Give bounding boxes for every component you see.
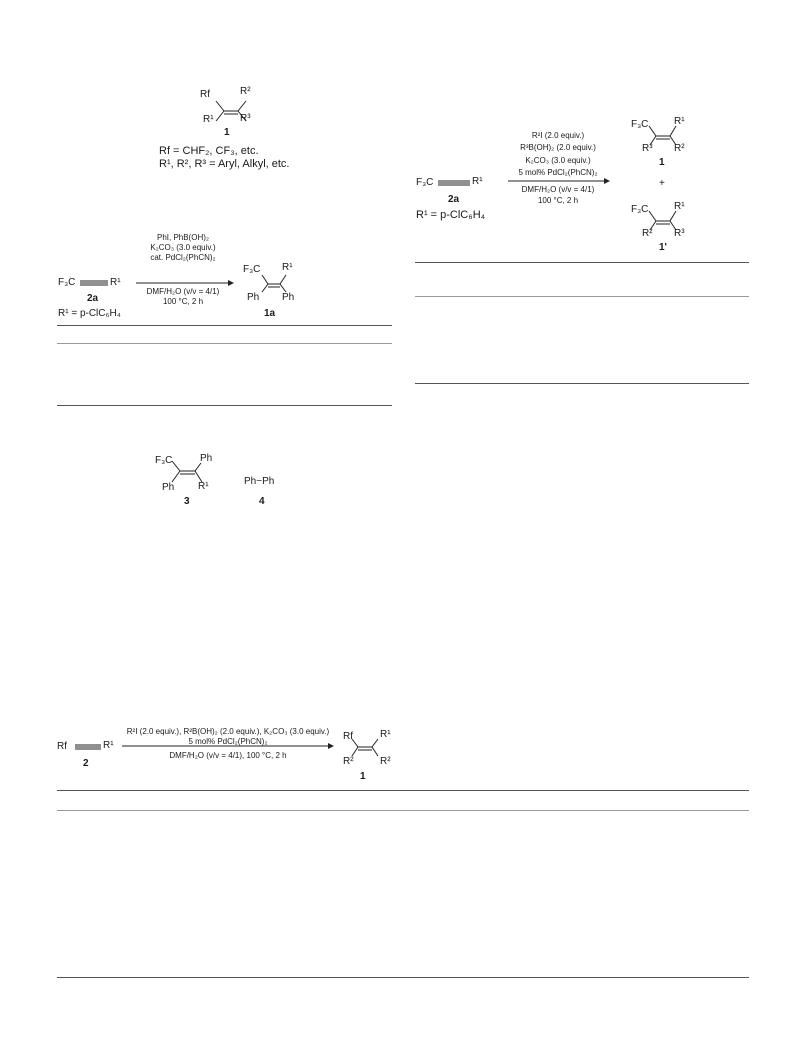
byproduct-3-ph-top: Ph — [200, 453, 213, 464]
product-1prime-r1: R¹ — [674, 201, 685, 212]
product-1prime-cf3: F₃C — [631, 204, 649, 215]
product-1prime-r2: R² — [642, 228, 653, 239]
products-plus: + — [659, 178, 665, 189]
scheme-1a-product-label: 1a — [264, 308, 276, 319]
table-bottom-bottom-rule — [57, 977, 749, 978]
scheme-right-reagent-2: R³B(OH)₂ (2.0 equiv.) — [520, 143, 596, 152]
scheme-right-reactant-r1: R¹ — [472, 176, 483, 187]
byproduct-3-ph-bottom: Ph — [162, 482, 175, 493]
scheme-right-condition-2: 100 °C, 2 h — [537, 196, 579, 205]
product-1-label: 1 — [659, 157, 665, 168]
structure-1-label: 1 — [224, 127, 230, 138]
scheme-bottom-reactant-r1: R¹ — [103, 740, 114, 751]
product-1prime-label: 1' — [659, 242, 667, 253]
scheme-1a-product-cf3: F₃C — [243, 264, 261, 275]
scheme-1a-r1-definition: R¹ = p-ClC₆H₄ — [58, 308, 121, 319]
scheme-right-reagent-1: R²I (2.0 equiv.) — [531, 131, 585, 140]
scheme-bottom-product-r2-right: R² — [380, 756, 391, 767]
product-1-r3: R³ — [642, 143, 653, 154]
structure-1-caption-rf: Rf = CHF₂, CF₃, etc. — [159, 145, 259, 157]
byproduct-3-label: 3 — [184, 496, 190, 507]
scheme-1a-reagent-1: PhI, PhB(OH)₂ — [156, 233, 209, 242]
scheme-1a-reactant-label: 2a — [87, 293, 99, 304]
byproduct-4-label: 4 — [259, 496, 265, 507]
scheme-right-reactant-label: 2a — [448, 194, 460, 205]
table-bottom-top-rule — [57, 790, 749, 791]
scheme-bottom-product-rf: Rf — [343, 731, 353, 742]
product-1-cf3: F₃C — [631, 119, 649, 130]
scheme-bottom-condition-1: DMF/H₂O (v/v = 4/1), 100 °C, 2 h — [169, 751, 287, 760]
scheme-bottom-reactant-label: 2 — [83, 758, 89, 769]
scheme-bottom-reagent-1: R²I (2.0 equiv.), R²B(OH)₂ (2.0 equiv.), K₂CO₃ (3.0 equiv.) — [126, 727, 330, 736]
byproduct-4-text: Ph−Ph — [244, 476, 275, 487]
scheme-1a-reactant-cf3: F₃C — [58, 277, 76, 288]
scheme-bottom-reagent-2: 5 mol% PdCl₂(PhCN)₂ — [188, 737, 268, 746]
scheme-1a-condition-1: DMF/H₂O (v/v = 4/1) — [146, 287, 220, 296]
product-1-r2: R² — [674, 143, 685, 154]
scheme-right-reagent-4: 5 mol% PdCl₂(PhCN)₂ — [518, 168, 598, 177]
scheme-1a-reagent-3: cat. PdCl₂(PhCN)₂ — [150, 253, 216, 262]
scheme-1a-reagent-2: K₂CO₃ (3.0 equiv.) — [150, 243, 216, 252]
scheme-1a-product-r1: R¹ — [282, 262, 293, 273]
byproduct-3-r1: R¹ — [198, 481, 209, 492]
scheme-1a-product-ph-left: Ph — [247, 292, 260, 303]
structure-1-rf: Rf — [200, 89, 210, 100]
product-1prime-r3: R³ — [674, 228, 685, 239]
scheme-bottom-product-label: 1 — [360, 771, 366, 782]
structure-1-r2: R² — [240, 86, 251, 97]
byproduct-3-cf3: F₃C — [155, 455, 173, 466]
scheme-1a-reactant-r1: R¹ — [110, 277, 121, 288]
structure-1-r3: R³ — [240, 113, 251, 124]
scheme-bottom-product-r1: R¹ — [380, 729, 391, 740]
structure-1-caption-r: R¹, R², R³ = Aryl, Alkyl, etc. — [159, 158, 290, 170]
scheme-right-condition-1: DMF/H₂O (v/v = 4/1) — [521, 185, 595, 194]
scheme-bottom-product-r2-left: R² — [343, 756, 354, 767]
scheme-right-reactant-cf3: F₃C — [416, 177, 434, 188]
product-1-r1: R¹ — [674, 116, 685, 127]
scheme-bottom-reactant-rf: Rf — [57, 741, 67, 752]
table-bottom-header-rule — [57, 810, 749, 811]
scheme-1a-condition-2: 100 °C, 2 h — [162, 297, 204, 306]
scheme-right-r1-definition: R¹ = p-ClC₆H₄ — [416, 209, 486, 221]
scheme-right-reagent-3: K₂CO₃ (3.0 equiv.) — [525, 156, 591, 165]
structure-1-r1: R¹ — [203, 114, 214, 125]
scheme-1a-product-ph-right: Ph — [282, 292, 295, 303]
